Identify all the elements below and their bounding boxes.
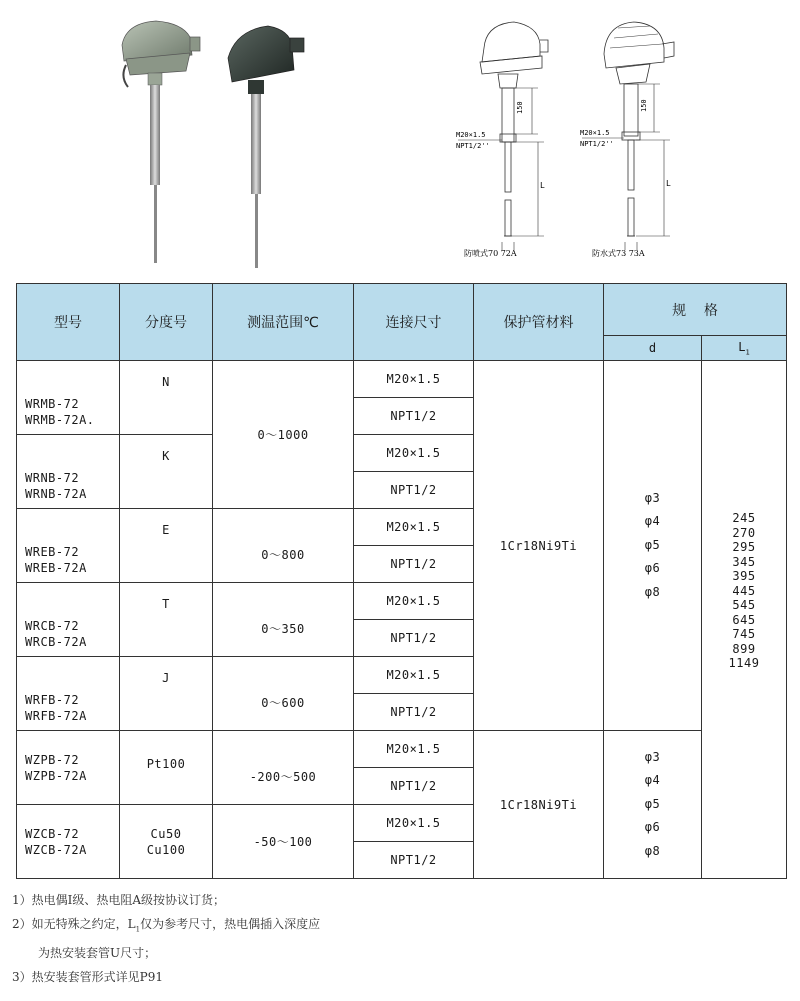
header-range: 测温范围℃ <box>213 284 354 361</box>
header-material: 保护管材料 <box>474 284 604 361</box>
dim-L-label: L <box>666 179 671 188</box>
note-2-continued: 为热安装套管U尺寸； <box>38 946 157 961</box>
graduation-cell: Cu50 Cu100 <box>120 805 213 879</box>
range-cell: -200～500 <box>213 731 354 805</box>
model-cell: WRNB-72 WRNB-72A <box>17 435 120 509</box>
graduation-cell: T <box>120 583 213 657</box>
range-cell: 0～800 <box>213 509 354 583</box>
drawing-caption-waterproof: 防水式73 73A <box>592 249 645 258</box>
model-cell: WRMB-72 WRMB-72A. <box>17 361 120 435</box>
connection-m20: M20×1.5 <box>354 509 474 546</box>
thread-label-npt: NPT1/2'' <box>456 142 490 150</box>
note-3: 3）热安装套管形式详见P91 <box>12 970 163 985</box>
header-d: d <box>604 336 702 361</box>
model-cell: WRCB-72 WRCB-72A <box>17 583 120 657</box>
material-cell: 1Cr18Ni9Ti <box>474 361 604 731</box>
material-cell: 1Cr18Ni9Ti <box>474 731 604 879</box>
technical-drawing-spray-proof <box>452 18 562 263</box>
header-model: 型号 <box>17 284 120 361</box>
connection-m20: M20×1.5 <box>354 583 474 620</box>
graduation-cell: N <box>120 361 213 435</box>
connection-npt: NPT1/2 <box>354 842 474 879</box>
thermocouple-photo-grey <box>112 15 202 265</box>
header-L1: $L_1$ <box>702 336 787 361</box>
model-cell: WZPB-72 WZPB-72A <box>17 731 120 805</box>
technical-drawing-waterproof <box>578 18 688 263</box>
thread-label-m20: M20×1.5 <box>580 129 610 137</box>
footnotes <box>12 888 772 989</box>
connection-npt: NPT1/2 <box>354 546 474 583</box>
model-cell: WZCB-72 WZCB-72A <box>17 805 120 879</box>
note-2: 2）如无特殊之约定，$L_1$仅为参考尺寸，热电偶插入深度应 <box>12 917 321 934</box>
thermocouple-photo-dark <box>220 20 310 270</box>
dim-150-label: 150 <box>516 101 524 114</box>
graduation-cell: K <box>120 435 213 509</box>
spec-table <box>16 283 787 879</box>
connection-npt: NPT1/2 <box>354 620 474 657</box>
connection-npt: NPT1/2 <box>354 768 474 805</box>
connection-m20: M20×1.5 <box>354 805 474 842</box>
range-cell: -50～100 <box>213 805 354 879</box>
connection-m20: M20×1.5 <box>354 657 474 694</box>
note-1: 1）热电偶I级、热电阻A级按协议订货； <box>12 893 226 907</box>
range-cell: 0～600 <box>213 657 354 731</box>
header-connection: 连接尺寸 <box>354 284 474 361</box>
L1-values-cell: 245 270 295 345 395 445 545 645 745 899 1149 <box>702 361 787 879</box>
thread-label-m20: M20×1.5 <box>456 131 486 139</box>
connection-m20: M20×1.5 <box>354 361 474 398</box>
dim-L-label: L <box>540 181 545 190</box>
header-spec: 规 格 <box>604 284 787 336</box>
connection-npt: NPT1/2 <box>354 398 474 435</box>
d-values-cell: φ3 φ4 φ5 φ6 φ8 <box>604 361 702 731</box>
model-cell: WRFB-72 WRFB-72A <box>17 657 120 731</box>
range-cell: 0～350 <box>213 583 354 657</box>
connection-npt: NPT1/2 <box>354 472 474 509</box>
drawing-caption-spray: 防喷式70 72A <box>464 249 517 258</box>
model-cell: WREB-72 WREB-72A <box>17 509 120 583</box>
connection-m20: M20×1.5 <box>354 731 474 768</box>
d-values-cell: φ3 φ4 φ5 φ6 φ8 <box>604 731 702 879</box>
graduation-cell: J <box>120 657 213 731</box>
product-figures <box>0 0 800 272</box>
graduation-cell: E <box>120 509 213 583</box>
connection-npt: NPT1/2 <box>354 694 474 731</box>
thread-label-npt: NPT1/2'' <box>580 140 614 148</box>
connection-m20: M20×1.5 <box>354 435 474 472</box>
range-cell: 0～1000 <box>213 361 354 509</box>
graduation-cell: Pt100 <box>120 731 213 805</box>
header-graduation: 分度号 <box>120 284 213 361</box>
dim-150-label: 150 <box>640 99 648 112</box>
